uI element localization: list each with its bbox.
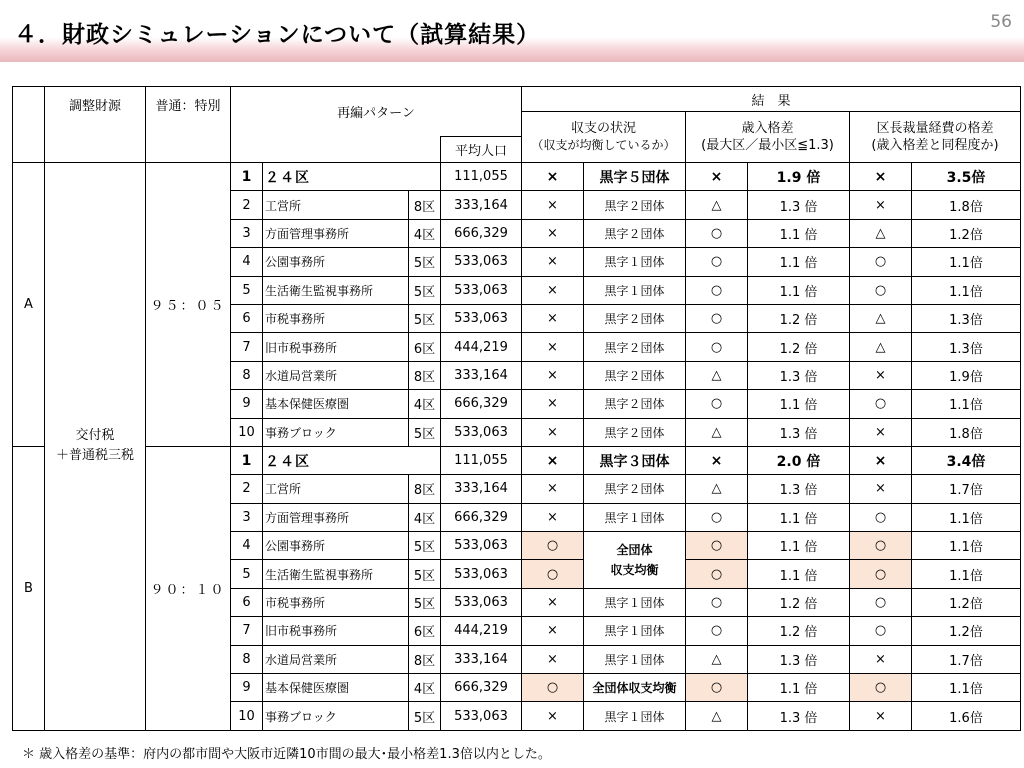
pattern-header: 再編パターン xyxy=(231,87,522,137)
cost-gap-mark: ○ xyxy=(850,390,912,418)
cost-gap-value: 1.3倍 xyxy=(912,304,1021,332)
pattern-header-spacer xyxy=(231,137,441,163)
revenue-gap-mark: △ xyxy=(686,361,748,389)
balance-mark: × xyxy=(522,418,584,446)
pattern-name: 公園事務所 xyxy=(263,248,409,276)
cost-gap-value: 1.3倍 xyxy=(912,333,1021,361)
avg-population: 333,164 xyxy=(441,475,522,503)
cost-gap-value: 1.6倍 xyxy=(912,702,1021,730)
ward-count: 5区 xyxy=(409,304,441,332)
balance-text: 黒字１団体 xyxy=(584,248,686,276)
cost-gap-header xyxy=(850,112,1021,163)
balance-text: 黒字２団体 xyxy=(584,361,686,389)
cost-gap-mark: × xyxy=(850,418,912,446)
revenue-gap-mark: △ xyxy=(686,191,748,219)
cost-gap-mark: ○ xyxy=(850,532,912,560)
revenue-gap-mark: × xyxy=(686,446,748,474)
ward-count: 4区 xyxy=(409,390,441,418)
slide-title: ４．財政シミュレーションについて（試算結果） xyxy=(14,22,541,48)
pattern-name: 基本保健医療圏 xyxy=(263,390,409,418)
result-header: 結 果 xyxy=(522,87,1021,112)
avg-population: 444,219 xyxy=(441,333,522,361)
cost-gap-value: 1.1倍 xyxy=(912,390,1021,418)
revenue-gap-value: 1.3 倍 xyxy=(748,475,850,503)
pattern-name: 生活衛生監視事務所 xyxy=(263,276,409,304)
balance-mark: × xyxy=(522,304,584,332)
cost-gap-value: 1.9倍 xyxy=(912,361,1021,389)
cost-gap-mark: ○ xyxy=(850,276,912,304)
pattern-name: 公園事務所 xyxy=(263,532,409,560)
ward-count: 6区 xyxy=(409,333,441,361)
ward-count: 5区 xyxy=(409,560,441,588)
funding-source-value: 交付税 ＋普通税三税 xyxy=(45,163,146,731)
row-number: 6 xyxy=(231,304,263,332)
avg-population: 533,063 xyxy=(441,560,522,588)
table-row xyxy=(13,163,1021,191)
revenue-gap-mark: △ xyxy=(686,702,748,730)
revenue-gap-value: 1.2 倍 xyxy=(748,617,850,645)
cost-gap-value: 1.8倍 xyxy=(912,418,1021,446)
pattern-name: 工営所 xyxy=(263,191,409,219)
revenue-gap-value: 1.1 倍 xyxy=(748,674,850,702)
avg-population: 111,055 xyxy=(441,163,522,191)
balance-text: 黒字３団体 xyxy=(584,446,686,474)
avg-population: 666,329 xyxy=(441,674,522,702)
avg-population: 333,164 xyxy=(441,361,522,389)
avg-population: 666,329 xyxy=(441,219,522,247)
footnote: ＊ 歳入格差の基準：府内の都市間や大阪市近隣10市間の最大･最小格差1.3倍以内とした。 xyxy=(22,747,551,762)
revenue-gap-value: 1.3 倍 xyxy=(748,645,850,673)
cost-gap-mark: × xyxy=(850,191,912,219)
simulation-results-table xyxy=(12,86,1021,731)
cost-gap-header-title: 区長裁量経費の格差 xyxy=(876,121,994,136)
balance-text: 黒字１団体 xyxy=(584,503,686,531)
row-number: 4 xyxy=(231,248,263,276)
cost-gap-mark: × xyxy=(850,163,912,191)
revenue-gap-mark: △ xyxy=(686,475,748,503)
balance-text: 黒字２団体 xyxy=(584,333,686,361)
cost-gap-value: 1.1倍 xyxy=(912,248,1021,276)
balance-mark: × xyxy=(522,276,584,304)
revenue-gap-mark: ○ xyxy=(686,503,748,531)
avg-population: 533,063 xyxy=(441,418,522,446)
table-row xyxy=(13,446,1021,474)
cost-gap-mark: × xyxy=(850,702,912,730)
row-number: 5 xyxy=(231,560,263,588)
balance-mark: × xyxy=(522,361,584,389)
revenue-gap-value: 1.3 倍 xyxy=(748,361,850,389)
balance-header-title: 収支の状況 xyxy=(570,121,636,136)
avg-population: 533,063 xyxy=(441,702,522,730)
balance-mark: ○ xyxy=(522,560,584,588)
cost-gap-value: 1.1倍 xyxy=(912,276,1021,304)
ward-count: 4区 xyxy=(409,674,441,702)
avg-population: 533,063 xyxy=(441,532,522,560)
group-label: A xyxy=(13,163,45,447)
revenue-gap-mark: × xyxy=(686,163,748,191)
cost-gap-mark: ○ xyxy=(850,617,912,645)
revenue-gap-header-title: 歳入格差 xyxy=(741,121,794,136)
row-number: 9 xyxy=(231,390,263,418)
cost-gap-value: 1.2倍 xyxy=(912,588,1021,616)
balance-mark: × xyxy=(522,333,584,361)
revenue-gap-mark: ○ xyxy=(686,588,748,616)
cost-gap-mark: △ xyxy=(850,219,912,247)
balance-mark: × xyxy=(522,503,584,531)
row-number: 7 xyxy=(231,617,263,645)
revenue-gap-header xyxy=(686,112,850,163)
pattern-name: 旧市税事務所 xyxy=(263,617,409,645)
revenue-gap-value: 1.1 倍 xyxy=(748,532,850,560)
balance-mark: × xyxy=(522,617,584,645)
balance-mark: × xyxy=(522,248,584,276)
row-number: 2 xyxy=(231,191,263,219)
cost-gap-value: 1.2倍 xyxy=(912,219,1021,247)
revenue-gap-value: 1.1 倍 xyxy=(748,503,850,531)
balance-mark: × xyxy=(522,702,584,730)
ward-count: 5区 xyxy=(409,248,441,276)
ward-count: 8区 xyxy=(409,475,441,503)
pattern-name: ２４区 xyxy=(263,163,441,191)
row-number: 10 xyxy=(231,418,263,446)
revenue-gap-header-sub: (最大区／最小区≦1.3) xyxy=(701,138,834,153)
cost-gap-value: 1.1倍 xyxy=(912,674,1021,702)
cost-gap-value: 1.1倍 xyxy=(912,503,1021,531)
revenue-gap-value: 1.2 倍 xyxy=(748,304,850,332)
balance-mark: × xyxy=(522,191,584,219)
balance-mark: × xyxy=(522,588,584,616)
cost-gap-mark: × xyxy=(850,446,912,474)
pattern-name: 方面管理事務所 xyxy=(263,219,409,247)
ward-count: 8区 xyxy=(409,191,441,219)
pattern-name: 旧市税事務所 xyxy=(263,333,409,361)
balance-text: 黒字２団体 xyxy=(584,475,686,503)
cost-gap-mark: ○ xyxy=(850,588,912,616)
balance-mark: × xyxy=(522,219,584,247)
ward-count: 4区 xyxy=(409,219,441,247)
balance-mark: × xyxy=(522,390,584,418)
ward-count: 8区 xyxy=(409,645,441,673)
ward-count: 5区 xyxy=(409,276,441,304)
balance-mark: × xyxy=(522,475,584,503)
balance-text: 黒字２団体 xyxy=(584,390,686,418)
revenue-gap-mark: ○ xyxy=(686,617,748,645)
revenue-gap-mark: ○ xyxy=(686,674,748,702)
cost-gap-mark: ○ xyxy=(850,503,912,531)
revenue-gap-value: 1.1 倍 xyxy=(748,219,850,247)
cost-gap-value: 1.1倍 xyxy=(912,532,1021,560)
row-number: 4 xyxy=(231,532,263,560)
revenue-gap-value: 1.2 倍 xyxy=(748,333,850,361)
page-number: 56 xyxy=(990,12,1012,32)
row-number: 3 xyxy=(231,503,263,531)
row-number: 1 xyxy=(231,163,263,191)
balance-text: 黒字１団体 xyxy=(584,702,686,730)
row-number: 6 xyxy=(231,588,263,616)
row-number: 3 xyxy=(231,219,263,247)
pattern-name: 市税事務所 xyxy=(263,304,409,332)
row-number: 1 xyxy=(231,446,263,474)
balance-text: 全団体 収支均衡 xyxy=(584,532,686,589)
cost-gap-mark: △ xyxy=(850,304,912,332)
row-number: 9 xyxy=(231,674,263,702)
balance-text: 黒字２団体 xyxy=(584,219,686,247)
row-number: 5 xyxy=(231,276,263,304)
ward-count: 5区 xyxy=(409,588,441,616)
pattern-name: 事務ブロック xyxy=(263,702,409,730)
avg-population: 444,219 xyxy=(441,617,522,645)
avg-population: 111,055 xyxy=(441,446,522,474)
ward-count: 6区 xyxy=(409,617,441,645)
avg-population: 666,329 xyxy=(441,503,522,531)
avg-population: 333,164 xyxy=(441,645,522,673)
pattern-name: 基本保健医療圏 xyxy=(263,674,409,702)
pattern-name: 水道局営業所 xyxy=(263,645,409,673)
revenue-gap-value: 1.9 倍 xyxy=(748,163,850,191)
revenue-gap-value: 1.3 倍 xyxy=(748,418,850,446)
balance-text: 黒字２団体 xyxy=(584,304,686,332)
pattern-name: 水道局営業所 xyxy=(263,361,409,389)
revenue-gap-value: 1.1 倍 xyxy=(748,248,850,276)
balance-text: 黒字１団体 xyxy=(584,276,686,304)
balance-text: 黒字５団体 xyxy=(584,163,686,191)
revenue-gap-mark: ○ xyxy=(686,304,748,332)
revenue-gap-mark: ○ xyxy=(686,390,748,418)
revenue-gap-value: 1.1 倍 xyxy=(748,390,850,418)
row-number: 10 xyxy=(231,702,263,730)
cost-gap-value: 1.7倍 xyxy=(912,645,1021,673)
cost-gap-mark: ○ xyxy=(850,248,912,276)
pattern-name: ２４区 xyxy=(263,446,441,474)
cost-gap-mark: △ xyxy=(850,333,912,361)
row-number: 8 xyxy=(231,645,263,673)
balance-header-sub: （収支が均衡しているか） xyxy=(531,138,676,152)
ratio-value: ９５：０５ xyxy=(146,163,231,447)
avg-population: 533,063 xyxy=(441,276,522,304)
revenue-gap-mark: ○ xyxy=(686,219,748,247)
balance-mark: ○ xyxy=(522,674,584,702)
cost-gap-mark: × xyxy=(850,645,912,673)
revenue-gap-mark: ○ xyxy=(686,532,748,560)
pattern-name: 事務ブロック xyxy=(263,418,409,446)
avg-population-header: 平均人口 xyxy=(441,137,522,163)
revenue-gap-value: 1.3 倍 xyxy=(748,191,850,219)
avg-population: 333,164 xyxy=(441,191,522,219)
balance-text: 黒字１団体 xyxy=(584,617,686,645)
cost-gap-value: 3.5倍 xyxy=(912,163,1021,191)
cost-gap-value: 3.4倍 xyxy=(912,446,1021,474)
balance-text: 全団体収支均衡 xyxy=(584,674,686,702)
balance-mark: × xyxy=(522,645,584,673)
cost-gap-value: 1.8倍 xyxy=(912,191,1021,219)
corner-cell xyxy=(13,87,45,163)
cost-gap-value: 1.1倍 xyxy=(912,560,1021,588)
balance-mark: × xyxy=(522,163,584,191)
row-number: 2 xyxy=(231,475,263,503)
avg-population: 533,063 xyxy=(441,304,522,332)
avg-population: 533,063 xyxy=(441,588,522,616)
revenue-gap-value: 1.1 倍 xyxy=(748,560,850,588)
cost-gap-value: 1.7倍 xyxy=(912,475,1021,503)
cost-gap-mark: × xyxy=(850,361,912,389)
revenue-gap-mark: △ xyxy=(686,645,748,673)
revenue-gap-mark: ○ xyxy=(686,560,748,588)
pattern-name: 生活衛生監視事務所 xyxy=(263,560,409,588)
revenue-gap-mark: ○ xyxy=(686,248,748,276)
cost-gap-mark: × xyxy=(850,475,912,503)
balance-text: 黒字２団体 xyxy=(584,418,686,446)
ward-count: 5区 xyxy=(409,532,441,560)
pattern-name: 市税事務所 xyxy=(263,588,409,616)
avg-population: 533,063 xyxy=(441,248,522,276)
row-number: 8 xyxy=(231,361,263,389)
ward-count: 5区 xyxy=(409,702,441,730)
ratio-value: ９０：１０ xyxy=(146,446,231,730)
revenue-gap-mark: △ xyxy=(686,418,748,446)
revenue-gap-mark: ○ xyxy=(686,333,748,361)
cost-gap-value: 1.2倍 xyxy=(912,617,1021,645)
cost-gap-mark: ○ xyxy=(850,674,912,702)
revenue-gap-mark: ○ xyxy=(686,276,748,304)
balance-header xyxy=(522,112,686,163)
cost-gap-mark: ○ xyxy=(850,560,912,588)
balance-mark: × xyxy=(522,446,584,474)
ward-count: 5区 xyxy=(409,418,441,446)
avg-population: 666,329 xyxy=(441,390,522,418)
balance-text: 黒字１団体 xyxy=(584,645,686,673)
ward-count: 4区 xyxy=(409,503,441,531)
ratio-header: 普通：特別 xyxy=(146,87,231,163)
cost-gap-header-sub: (歳入格差と同程度か) xyxy=(871,138,999,153)
group-label: B xyxy=(13,446,45,730)
balance-text: 黒字２団体 xyxy=(584,191,686,219)
revenue-gap-value: 2.0 倍 xyxy=(748,446,850,474)
revenue-gap-value: 1.3 倍 xyxy=(748,702,850,730)
pattern-name: 方面管理事務所 xyxy=(263,503,409,531)
pattern-name: 工営所 xyxy=(263,475,409,503)
ward-count: 8区 xyxy=(409,361,441,389)
balance-mark: ○ xyxy=(522,532,584,560)
revenue-gap-value: 1.1 倍 xyxy=(748,276,850,304)
revenue-gap-value: 1.2 倍 xyxy=(748,588,850,616)
balance-text: 黒字１団体 xyxy=(584,588,686,616)
funding-source-header: 調整財源 xyxy=(45,87,146,163)
row-number: 7 xyxy=(231,333,263,361)
